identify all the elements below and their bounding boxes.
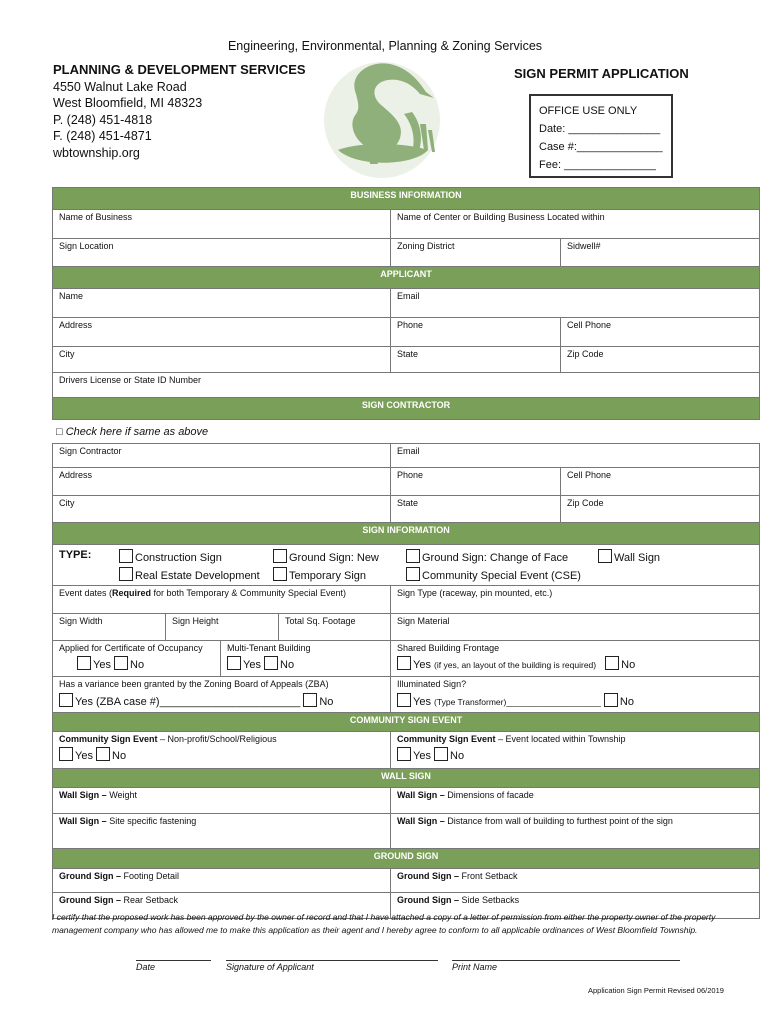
community-right-field: Community Sign Event – Event located within Township Yes No bbox=[391, 732, 760, 769]
contractor-cell-field[interactable]: Cell Phone bbox=[561, 468, 760, 496]
applicant-address-field[interactable]: Address bbox=[53, 318, 391, 347]
wall-dimensions-field[interactable]: Wall Sign – Dimensions of facade bbox=[391, 788, 760, 814]
sign-height-field[interactable]: Sign Height bbox=[166, 614, 279, 641]
form-table-bottom bbox=[52, 443, 760, 919]
section-wall-heading: WALL SIGN bbox=[53, 769, 760, 788]
wall-weight-field[interactable]: Wall Sign – Weight bbox=[53, 788, 391, 814]
wall-fastening-field[interactable]: Wall Sign – Site specific fastening bbox=[53, 814, 391, 849]
checkbox-icon[interactable] bbox=[119, 567, 133, 581]
section-community-heading: COMMUNITY SIGN EVENT bbox=[53, 713, 760, 732]
print-name-label: Print Name bbox=[452, 962, 498, 972]
checkbox-icon[interactable] bbox=[598, 549, 612, 563]
checkbox-icon[interactable] bbox=[273, 549, 287, 563]
sqft-field[interactable]: Total Sq. Footage bbox=[279, 614, 391, 641]
contractor-address-field[interactable]: Address bbox=[53, 468, 391, 496]
cert-occupancy-field: Applied for Certificate of Occupancy Yes No bbox=[53, 641, 221, 677]
certification-text: I certify that the proposed work has been approved by the owner of record and that I have attached a copy of a letter of permission from either the property owner of the property management company who has allowed me to make this application as their agent and I hereby agree to conform to all applicable ordinances of West Bloomfield Township. bbox=[52, 912, 716, 935]
heron-logo-icon bbox=[308, 54, 458, 184]
ground-change-option[interactable]: Ground Sign: Change of Face bbox=[406, 549, 568, 564]
checkbox-icon[interactable] bbox=[434, 747, 448, 761]
office-use-box bbox=[529, 94, 673, 178]
checkbox-icon[interactable] bbox=[96, 747, 110, 761]
center-name-field[interactable]: Name of Center or Building Business Located within bbox=[391, 210, 760, 239]
checkbox-icon[interactable] bbox=[604, 693, 618, 707]
construction-sign-option[interactable]: Construction Sign bbox=[119, 549, 222, 564]
office-use-title: OFFICE USE ONLY bbox=[539, 105, 638, 117]
contractor-name-field[interactable]: Sign Contractor bbox=[53, 444, 391, 468]
contractor-zip-field[interactable]: Zip Code bbox=[561, 496, 760, 523]
top-line: Engineering, Environmental, Planning & Zoning Services bbox=[227, 39, 543, 53]
form-title: SIGN PERMIT APPLICATION bbox=[514, 66, 689, 81]
applicant-cell-field[interactable]: Cell Phone bbox=[561, 318, 760, 347]
applicant-email-field[interactable]: Email bbox=[391, 289, 760, 318]
sidwell-field[interactable]: Sidwell# bbox=[561, 239, 760, 267]
contractor-phone-field[interactable]: Phone bbox=[391, 468, 561, 496]
checkbox-icon[interactable] bbox=[114, 656, 128, 670]
checkbox-icon[interactable] bbox=[406, 567, 420, 581]
checkbox-icon[interactable] bbox=[264, 656, 278, 670]
zoning-district-field[interactable]: Zoning District bbox=[391, 239, 561, 267]
office-use-fee: Fee: _______________ bbox=[539, 159, 656, 171]
office-use-case: Case #:______________ bbox=[539, 141, 663, 153]
type-label: TYPE: bbox=[59, 549, 92, 561]
section-applicant-heading: APPLICANT bbox=[53, 267, 760, 289]
checkbox-icon[interactable] bbox=[77, 656, 91, 670]
temporary-sign-option[interactable]: Temporary Sign bbox=[273, 567, 366, 582]
applicant-zip-field[interactable]: Zip Code bbox=[561, 347, 760, 373]
form-table-top bbox=[52, 187, 760, 420]
business-name-field[interactable]: Name of Business bbox=[53, 210, 391, 239]
contractor-state-field[interactable]: State bbox=[391, 496, 561, 523]
checkbox-icon[interactable] bbox=[59, 747, 73, 761]
multi-tenant-field: Multi-Tenant Building Yes No bbox=[221, 641, 391, 677]
org-name: PLANNING & DEVELOPMENT SERVICES bbox=[53, 62, 306, 77]
applicant-phone-field[interactable]: Phone bbox=[391, 318, 561, 347]
community-left-field: Community Sign Event – Non-profit/School/Religious Yes No bbox=[53, 732, 391, 769]
applicant-city-field[interactable]: City bbox=[53, 347, 391, 373]
applicant-state-field[interactable]: State bbox=[391, 347, 561, 373]
variance-field: Has a variance been granted by the Zoning Board of Appeals (ZBA) Yes (ZBA case #)_______________________ No bbox=[53, 677, 391, 713]
sign-type-options bbox=[53, 545, 760, 586]
section-contractor-heading: SIGN CONTRACTOR bbox=[53, 398, 760, 420]
office-use-date: Date: _______________ bbox=[539, 123, 661, 135]
illuminated-field: Illuminated Sign? Yes (Type Transformer)____________________ No bbox=[391, 677, 760, 713]
drivers-license-field[interactable]: Drivers License or State ID Number bbox=[53, 373, 760, 398]
checkbox-icon[interactable] bbox=[397, 693, 411, 707]
website: wbtownship.org bbox=[53, 145, 140, 160]
address-line-2: West Bloomfield, MI 48323 bbox=[53, 96, 203, 110]
contractor-email-field[interactable]: Email bbox=[391, 444, 760, 468]
signature-label: Signature of Applicant bbox=[226, 962, 314, 972]
section-ground-heading: GROUND SIGN bbox=[53, 849, 760, 869]
checkbox-icon[interactable] bbox=[119, 549, 133, 563]
applicant-name-field[interactable]: Name bbox=[53, 289, 391, 318]
wall-distance-field[interactable]: Wall Sign – Distance from wall of building to furthest point of the sign bbox=[391, 814, 760, 849]
ground-rear-setback-field[interactable]: Ground Sign – Rear Setback bbox=[53, 893, 391, 919]
sign-location-field[interactable]: Sign Location bbox=[53, 239, 391, 267]
ground-new-option[interactable]: Ground Sign: New bbox=[273, 549, 379, 564]
contractor-city-field[interactable]: City bbox=[53, 496, 391, 523]
ground-footing-field[interactable]: Ground Sign – Footing Detail bbox=[53, 869, 391, 893]
section-business-heading: BUSINESS INFORMATION bbox=[53, 188, 760, 210]
real-estate-option[interactable]: Real Estate Development bbox=[119, 567, 260, 582]
checkbox-icon[interactable] bbox=[406, 549, 420, 563]
checkbox-icon[interactable] bbox=[605, 656, 619, 670]
ground-side-setbacks-field[interactable]: Ground Sign – Side Setbacks bbox=[391, 893, 760, 919]
sign-type-field[interactable]: Sign Type (raceway, pin mounted, etc.) bbox=[391, 586, 760, 614]
checkbox-icon[interactable] bbox=[227, 656, 241, 670]
wall-sign-option[interactable]: Wall Sign bbox=[598, 549, 660, 564]
date-signature-line[interactable] bbox=[136, 960, 211, 961]
checkbox-icon[interactable] bbox=[303, 693, 317, 707]
event-dates-field[interactable]: Event dates (Required for both Temporary & Community Special Event) bbox=[53, 586, 391, 614]
applicant-signature-line[interactable] bbox=[226, 960, 438, 961]
sign-material-field[interactable]: Sign Material bbox=[391, 614, 760, 641]
section-sign-info-heading: SIGN INFORMATION bbox=[53, 523, 760, 545]
checkbox-icon[interactable] bbox=[273, 567, 287, 581]
phone: P. (248) 451-4818 bbox=[53, 112, 153, 127]
ground-front-setback-field[interactable]: Ground Sign – Front Setback bbox=[391, 869, 760, 893]
checkbox-icon[interactable] bbox=[397, 656, 411, 670]
revision-footer: Application Sign Permit Revised 06/2019 bbox=[588, 986, 724, 995]
checkbox-icon[interactable] bbox=[397, 747, 411, 761]
print-name-line[interactable] bbox=[452, 960, 680, 961]
fax: F. (248) 451-4871 bbox=[53, 129, 152, 143]
same-as-above-checkbox[interactable]: □ Check here if same as above bbox=[56, 426, 209, 438]
date-label: Date bbox=[136, 962, 156, 972]
checkbox-icon[interactable] bbox=[59, 693, 73, 707]
shared-frontage-field: Shared Building Frontage Yes (if yes, an layout of the building is required) No bbox=[391, 641, 760, 677]
cse-option[interactable]: Community Special Event (CSE) bbox=[406, 567, 581, 582]
org-address-block bbox=[53, 62, 306, 161]
address-line-1: 4550 Walnut Lake Road bbox=[53, 79, 187, 94]
sign-width-field[interactable]: Sign Width bbox=[53, 614, 166, 641]
